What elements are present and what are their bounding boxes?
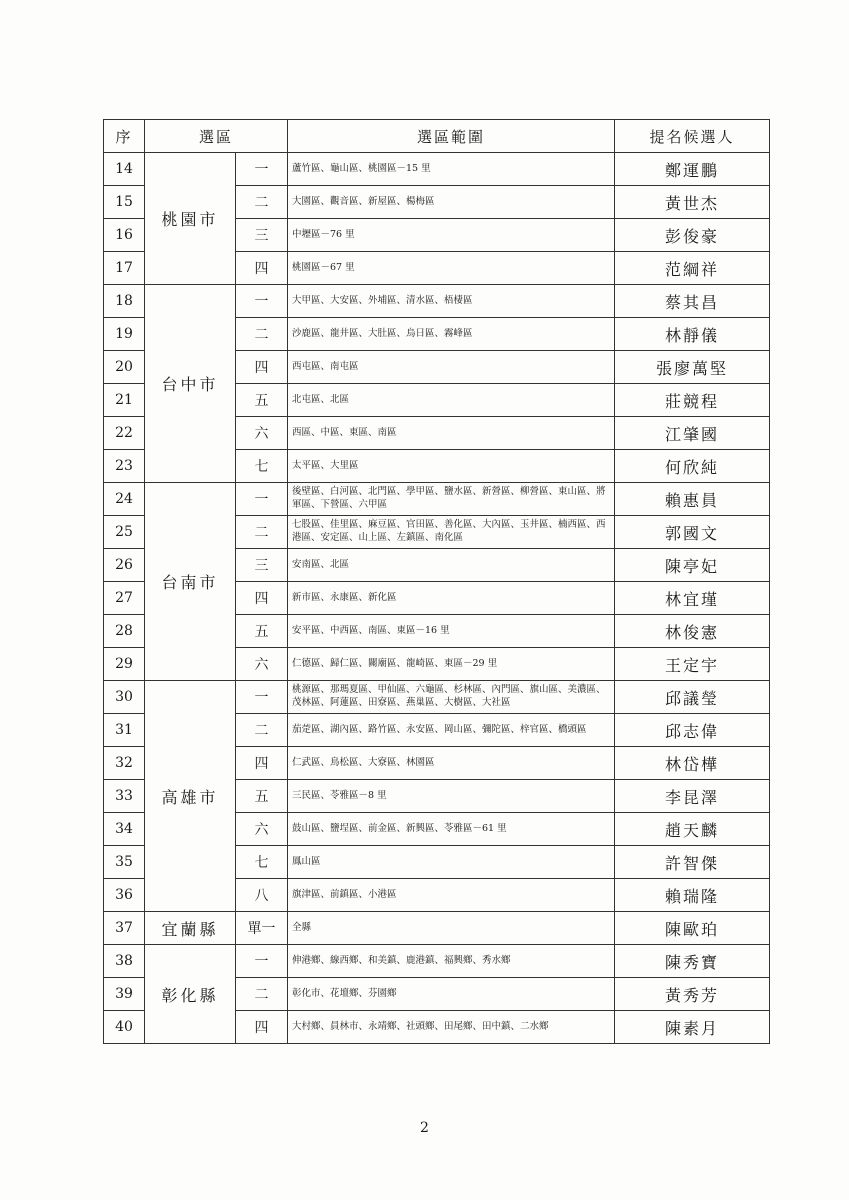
seq-cell: 22	[104, 417, 145, 450]
district-cell: 三	[236, 549, 288, 582]
candidate-cell: 許智傑	[615, 846, 770, 879]
city-cell: 台南市	[145, 483, 236, 681]
area-cell: 彰化市、花壇鄉、芬園鄉	[288, 978, 615, 1011]
candidate-cell: 賴瑞隆	[615, 879, 770, 912]
seq-cell: 16	[104, 219, 145, 252]
candidate-cell: 林宜瑾	[615, 582, 770, 615]
area-cell: 旗津區、前鎮區、小港區	[288, 879, 615, 912]
candidate-cell: 黃秀芳	[615, 978, 770, 1011]
candidate-table	[103, 119, 770, 1044]
area-cell: 後壁區、白河區、北門區、學甲區、鹽水區、新營區、柳營區、東山區、將軍區、下營區、六甲區	[288, 483, 615, 516]
area-cell: 北屯區、北區	[288, 384, 615, 417]
district-cell: 四	[236, 1011, 288, 1044]
table-row	[104, 285, 770, 318]
city-cell: 桃園市	[145, 153, 236, 285]
seq-cell: 25	[104, 516, 145, 549]
candidate-cell: 李昆澤	[615, 780, 770, 813]
candidate-cell: 江肇國	[615, 417, 770, 450]
candidate-cell: 黃世杰	[615, 186, 770, 219]
district-cell: 二	[236, 516, 288, 549]
seq-cell: 27	[104, 582, 145, 615]
district-cell: 六	[236, 813, 288, 846]
district-cell: 一	[236, 945, 288, 978]
seq-cell: 21	[104, 384, 145, 417]
header-seq: 序	[104, 120, 145, 153]
area-cell: 蘆竹區、龜山區、桃園區－15 里	[288, 153, 615, 186]
district-cell: 八	[236, 879, 288, 912]
district-cell: 單一	[236, 912, 288, 945]
seq-cell: 19	[104, 318, 145, 351]
header-area: 選區範圍	[288, 120, 615, 153]
seq-cell: 15	[104, 186, 145, 219]
candidate-cell: 陳素月	[615, 1011, 770, 1044]
city-cell: 彰化縣	[145, 945, 236, 1044]
district-cell: 七	[236, 450, 288, 483]
seq-cell: 35	[104, 846, 145, 879]
district-cell: 四	[236, 747, 288, 780]
table-row	[104, 681, 770, 714]
candidate-cell: 陳歐珀	[615, 912, 770, 945]
seq-cell: 29	[104, 648, 145, 681]
district-cell: 六	[236, 648, 288, 681]
candidate-cell: 邱議瑩	[615, 681, 770, 714]
area-cell: 太平區、大里區	[288, 450, 615, 483]
area-cell: 伸港鄉、線西鄉、和美鎮、鹿港鎮、福興鄉、秀水鄉	[288, 945, 615, 978]
candidate-cell: 范綱祥	[615, 252, 770, 285]
seq-cell: 34	[104, 813, 145, 846]
district-cell: 四	[236, 582, 288, 615]
seq-cell: 20	[104, 351, 145, 384]
area-cell: 大甲區、大安區、外埔區、清水區、梧棲區	[288, 285, 615, 318]
candidate-cell: 陳亭妃	[615, 549, 770, 582]
district-cell: 五	[236, 615, 288, 648]
candidate-cell: 鄭運鵬	[615, 153, 770, 186]
area-cell: 三民區、苓雅區－8 里	[288, 780, 615, 813]
area-cell: 沙鹿區、龍井區、大肚區、烏日區、霧峰區	[288, 318, 615, 351]
seq-cell: 26	[104, 549, 145, 582]
district-cell: 六	[236, 417, 288, 450]
city-cell: 台中市	[145, 285, 236, 483]
area-cell: 新市區、永康區、新化區	[288, 582, 615, 615]
area-cell: 西區、中區、東區、南區	[288, 417, 615, 450]
area-cell: 茄萣區、湖內區、路竹區、永安區、岡山區、彌陀區、梓官區、橋頭區	[288, 714, 615, 747]
table-row	[104, 912, 770, 945]
candidate-cell: 王定宇	[615, 648, 770, 681]
candidate-cell: 邱志偉	[615, 714, 770, 747]
candidate-cell: 林靜儀	[615, 318, 770, 351]
city-cell: 高雄市	[145, 681, 236, 912]
seq-cell: 23	[104, 450, 145, 483]
candidate-cell: 蔡其昌	[615, 285, 770, 318]
district-cell: 四	[236, 351, 288, 384]
table-row	[104, 483, 770, 516]
district-cell: 五	[236, 780, 288, 813]
district-cell: 一	[236, 681, 288, 714]
seq-cell: 18	[104, 285, 145, 318]
candidate-cell: 賴惠員	[615, 483, 770, 516]
area-cell: 全縣	[288, 912, 615, 945]
area-cell: 大園區、觀音區、新屋區、楊梅區	[288, 186, 615, 219]
district-cell: 一	[236, 285, 288, 318]
area-cell: 大村鄉、員林市、永靖鄉、社頭鄉、田尾鄉、田中鎮、二水鄉	[288, 1011, 615, 1044]
seq-cell: 32	[104, 747, 145, 780]
area-cell: 七股區、佳里區、麻豆區、官田區、善化區、大內區、玉井區、楠西區、西港區、安定區、山上區、左鎮區、南化區	[288, 516, 615, 549]
district-cell: 一	[236, 153, 288, 186]
candidate-cell: 林岱樺	[615, 747, 770, 780]
seq-cell: 38	[104, 945, 145, 978]
candidate-cell: 郭國文	[615, 516, 770, 549]
candidate-cell: 陳秀寶	[615, 945, 770, 978]
city-cell: 宜蘭縣	[145, 912, 236, 945]
area-cell: 鳳山區	[288, 846, 615, 879]
candidate-cell: 張廖萬堅	[615, 351, 770, 384]
seq-cell: 39	[104, 978, 145, 1011]
district-cell: 二	[236, 186, 288, 219]
header-district: 選區	[145, 120, 288, 153]
area-cell: 仁德區、歸仁區、關廟區、龍崎區、東區－29 里	[288, 648, 615, 681]
seq-cell: 36	[104, 879, 145, 912]
candidate-cell: 彭俊豪	[615, 219, 770, 252]
seq-cell: 14	[104, 153, 145, 186]
seq-cell: 37	[104, 912, 145, 945]
area-cell: 安南區、北區	[288, 549, 615, 582]
table-body	[104, 153, 770, 1044]
district-cell: 五	[236, 384, 288, 417]
table-header-row	[104, 120, 770, 153]
area-cell: 仁武區、鳥松區、大寮區、林園區	[288, 747, 615, 780]
area-cell: 安平區、中西區、南區、東區－16 里	[288, 615, 615, 648]
district-cell: 七	[236, 846, 288, 879]
area-cell: 桃園區－67 里	[288, 252, 615, 285]
area-cell: 中壢區－76 里	[288, 219, 615, 252]
district-cell: 二	[236, 978, 288, 1011]
district-cell: 二	[236, 714, 288, 747]
area-cell: 鼓山區、鹽埕區、前金區、新興區、苓雅區－61 里	[288, 813, 615, 846]
district-cell: 二	[236, 318, 288, 351]
district-cell: 四	[236, 252, 288, 285]
district-cell: 一	[236, 483, 288, 516]
header-candidate: 提名候選人	[615, 120, 770, 153]
seq-cell: 40	[104, 1011, 145, 1044]
table-row	[104, 945, 770, 978]
seq-cell: 31	[104, 714, 145, 747]
seq-cell: 24	[104, 483, 145, 516]
candidate-cell: 林俊憲	[615, 615, 770, 648]
seq-cell: 33	[104, 780, 145, 813]
candidate-cell: 趙天麟	[615, 813, 770, 846]
seq-cell: 28	[104, 615, 145, 648]
area-cell: 桃源區、那瑪夏區、甲仙區、六龜區、杉林區、內門區、旗山區、美濃區、茂林區、阿蓮區、田寮區、燕巢區、大樹區、大社區	[288, 681, 615, 714]
area-cell: 西屯區、南屯區	[288, 351, 615, 384]
page-number: 2	[420, 1120, 429, 1136]
candidate-cell: 莊競程	[615, 384, 770, 417]
seq-cell: 17	[104, 252, 145, 285]
seq-cell: 30	[104, 681, 145, 714]
table-row	[104, 153, 770, 186]
candidate-cell: 何欣純	[615, 450, 770, 483]
district-cell: 三	[236, 219, 288, 252]
